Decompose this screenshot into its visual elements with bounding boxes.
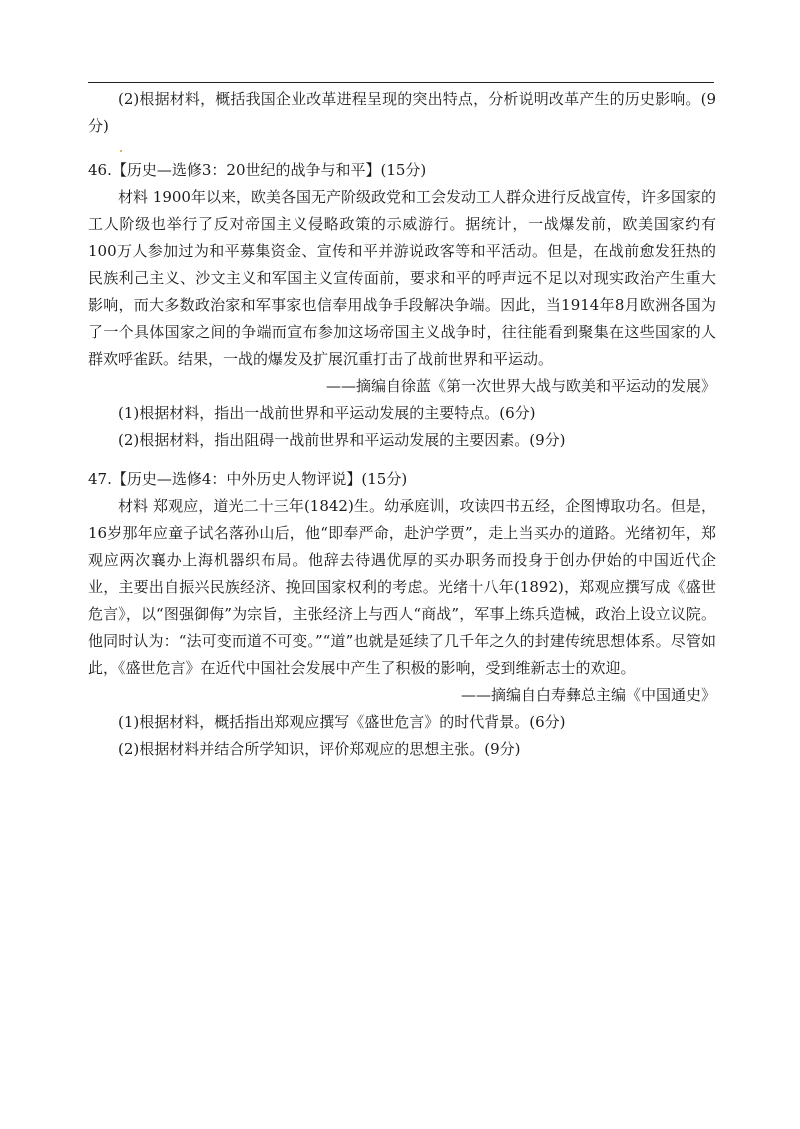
header-rule [88,82,714,83]
q47-material: 材料 郑观应，道光二十三年(1842)生。幼承庭训，攻读四书五经，企图博取功名。但是，16岁那年应童子试名落孙山后，他“即奉严命，赴沪学贾”，走上当买办的道路。光绪初年，郑观应两次襄办上海机器织布局。他辞去待遇优厚的买办职务而投身于创办伊始的中国近代企业，主要出自振兴民族经济、挽回国家权利的考虑。光绪十八年(1892)，郑观应撰写成《盛世危言》，以“图强御侮”为宗旨，主张经济上与西人“商战”，军事上练兵造械，政治上设立议院。他同时认为：“法可变而道不可变。”“道”也就是延续了几千年之久的封建传统思想体系。尽管如此，《盛世危言》在近代中国社会发展中产生了积极的影响，受到维新志士的欢迎。 [88,497,716,677]
q46-heading: 46.【历史—选修3：20世纪的战争与和平】(15分) [88,161,427,179]
q45-subquestion-2: (2)根据材料，概括我国企业改革进程呈现的突出特点，分析说明改革产生的历史影响。(9分) [88,90,716,135]
question-47 [88,466,716,763]
q46-subquestion-2: (2)根据材料，指出阻碍一战前世界和平运动发展的主要因素。(9分) [118,431,566,449]
question-45-tail [88,86,716,140]
q47-subquestion-1: (1)根据材料，概括指出郑观应撰写《盛世危言》的时代背景。(6分) [118,713,566,731]
q46-subquestion-1: (1)根据材料，指出一战前世界和平运动发展的主要特点。(6分) [118,404,536,422]
q47-subquestion-2: (2)根据材料并结合所学知识，评价郑观应的思想主张。(9分) [118,740,521,758]
q47-source: ——摘编自白寿彝总主编《中国通史》 [460,686,716,704]
q46-material: 材料 1900年以来，欧美各国无产阶级政党和工会发动工人群众进行反战宣传，许多国家的工人阶级也举行了反对帝国主义侵略政策的示威游行。据统计，一战爆发前，欧美国家约有100万人参加过为和平募集资金、宣传和平并游说政客等和平活动。但是，在战前愈发狂热的民族利己主义、沙文主义和军国主义宣传面前，要求和平的呼声远不足以对现实政治产生重大影响，而大多数政治家和军事家也信奉用战争手段解决争端。因此，当1914年8月欧洲各国为了一个具体国家之间的争端而宣布参加这场帝国主义战争时，往往能看到聚集在这些国家的人群欢呼雀跃。结果，一战的爆发及扩展沉重打击了战前世界和平运动。 [88,188,716,368]
q47-heading: 47.【历史—选修4：中外历史人物评说】(15分) [88,470,408,488]
q46-source: ——摘编自徐蓝《第一次世界大战与欧美和平运动的发展》 [325,377,716,395]
exam-page [88,86,716,763]
question-46 [88,157,716,454]
